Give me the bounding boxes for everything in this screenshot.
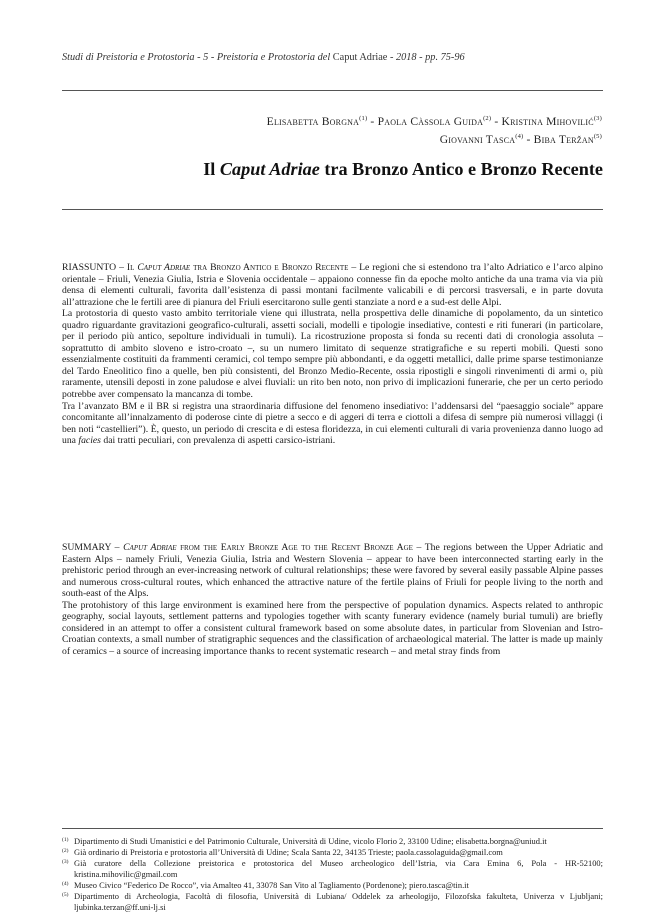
running-header-journal: Studi di Preistoria e Protostoria - 5 - Preistoria e Protostoria del [62,52,331,63]
author-2: Paola Càssola Guida$^{(2)}$ [377,115,492,128]
riassunto-label: RIASSUNTO [62,262,117,273]
author-5: Biba Teržan$^{(5)}$ [533,133,602,146]
running-header [62,52,602,64]
running-header-caput: Caput Adriae [332,52,388,63]
author-1: Elisabetta Borgna$^{(1)}$ [266,115,368,128]
footnote-3: (3) Già curatore della Collezione preistorica e protostorica del Museo archeologico dell’Istria, via Cara Emina 6, Pola - HR-52100; kristina.mihovilic@gmail.com [62,858,603,879]
riassunto-section [62,262,603,447]
title-rule [62,209,603,210]
summary-paragraph-2: The protohistory of this large environment is examined here from the perspective of population dynamics. Aspects related to anthropic geography, social layouts, settlement patterns and typologies together with scanty funerary evidence (namely burial tumuli) are briefly considered in an attempt to offer a consistent cultural framework based on some absolute dates, in particular from Slovenian and Istro-Croatian contexts, a small number of stratigraphic sequences and the classification of archaeological material. The latter is made up mainly of ceramics – a source of increasing importance thanks to recent systematic research – and metal stray finds from [62,599,603,657]
summary-paragraph-1: SUMMARY – Caput Adriae from the Early Bronze Age to the Recent Bronze Age – The regions between the Upper Adriatic and Eastern Alps – namely Friuli, Venezia Giulia, Istria and Western Slovenia – appear to have been interconnected starting early in the prehistoric period through an ever-increasing network of cultural relationships; these were favored by several easily passable Alpine passes and numerous cross-cultural routes, which enhanced the attractive nature of the fertile plains of Friuli for people living to the north and south-east of the Alps. [62,542,603,600]
header-rule [62,90,603,91]
footnotes [62,836,603,913]
summary-label: SUMMARY [62,542,112,553]
summary-section [62,542,603,657]
riassunto-paragraph-3: Tra l’avanzato BM e il BR si registra una straordinaria diffusione del fenomeno insediativo: l’addensarsi del “paesaggio sociale” appare concomitante all’innalzamento di poderose cinte di pietre a secco e di aggeri di terra e ciottoli a difesa di sempre più numerosi villaggi (i ben noti “castellieri”). È, questo, un periodo di crescita e di estesa floridezza, in cui elementi culturali di varia provenienza danno luogo ad una facies dai tratti peculiari, con prevalenza di aspetti carsico-istriani. [62,400,603,447]
author-4: Giovanni Tasca$^{(4)}$ [439,133,524,146]
footnote-5: (5) Dipartimento di Archeologia, Facoltà di filosofia, Università di Lubiana/ Oddelek za arheologijo, Filozofska fakulteta, Univerza v Ljubljani; ljubinka.terzan@ff.uni-lj.si [62,891,603,912]
footnote-1: (1) Dipartimento di Studi Umanistici e del Patrimonio Culturale, Università di Udine, vicolo Florio 2, 33100 Udine; elisabetta.borgna@uniud.it [62,836,547,846]
article-title: Il Caput Adriae tra Bronzo Antico e Bronzo Recente [203,159,603,179]
riassunto-paragraph-1: RIASSUNTO – Il Caput Adriae tra Bronzo Antico e Bronzo Recente – Le regioni che si estendono tra l’alto Adriatico e l’arco alpino orientale – Friuli, Venezia Giulia, Istria e Slovenia occidentale – appaiono connesse fin da epoche molto antiche da una trama via via più densa di elementi culturali, favorita dall’esistenza di passi montani facilmente valicabili e di percorsi trasversali, e in parte dovuta all’attrazione che le fertili aree di pianura del Friuli esercitarono sulle genti stanziate a nord e a sud-est delle Alpi. [62,262,603,308]
footnote-4: (4) Museo Civico “Federico De Rocco”, via Amalteo 41, 33078 San Vito al Tagliamento (Pordenone); piero.tasca@tin.it [62,880,469,890]
authors-line-2: Giovanni Tasca$^{(4)}$ - Biba Teržan$^{(5)}$ [439,133,602,146]
running-header-pages: - 2018 - pp. 75-96 [389,52,465,63]
footnote-rule [62,828,603,829]
authors-line-1: Elisabetta Borgna$^{(1)}$ - Paola Càssola Guida$^{(2)}$ - Kristina Mihovilić$^{(3)}$ [266,115,602,128]
footnote-2: (2) Già ordinario di Preistoria e protostoria all’Università di Udine; Scala Santa 22, 34135 Trieste; paola.cassolaguida@gmail.com [62,847,503,857]
author-3: Kristina Mihovilić$^{(3)}$ [501,115,602,128]
riassunto-paragraph-2: La protostoria di questo vasto ambito territoriale viene qui illustrata, nella prospettiva delle dinamiche di popolamento, da un sintetico quadro riguardante gravitazioni geografico-culturali, assetti sociali, modelli e tipologie insediative, contesti e riti funerari (in particolare, per il periodo più antico, sepolture individuali in tumuli). La ricostruzione proposta si fonda su recenti dati di cronologia assoluta – soprattutto di ambito sloveno e istro-croato –, su un numero limitato di sequenze stratigrafiche e su reperti mobili. Questi sono essenzialmente costituiti da frammenti ceramici, col tempo sempre più abbondanti, e da oggetti metallici, dalle prime sparse testimonianze del Tardo Eneolitico fino a quelle, ben più consistenti, del Bronzo Medio-Recente, ossia ripostigli e singoli rinvenimenti di armi o, più raramente, utensili deposti in zone paludose e alvei fluviali: un rito ben noto, non privo di implicazioni funerarie, che per un certo periodo potrebbe aver compensato la mancanza di tombe. [62,308,603,401]
